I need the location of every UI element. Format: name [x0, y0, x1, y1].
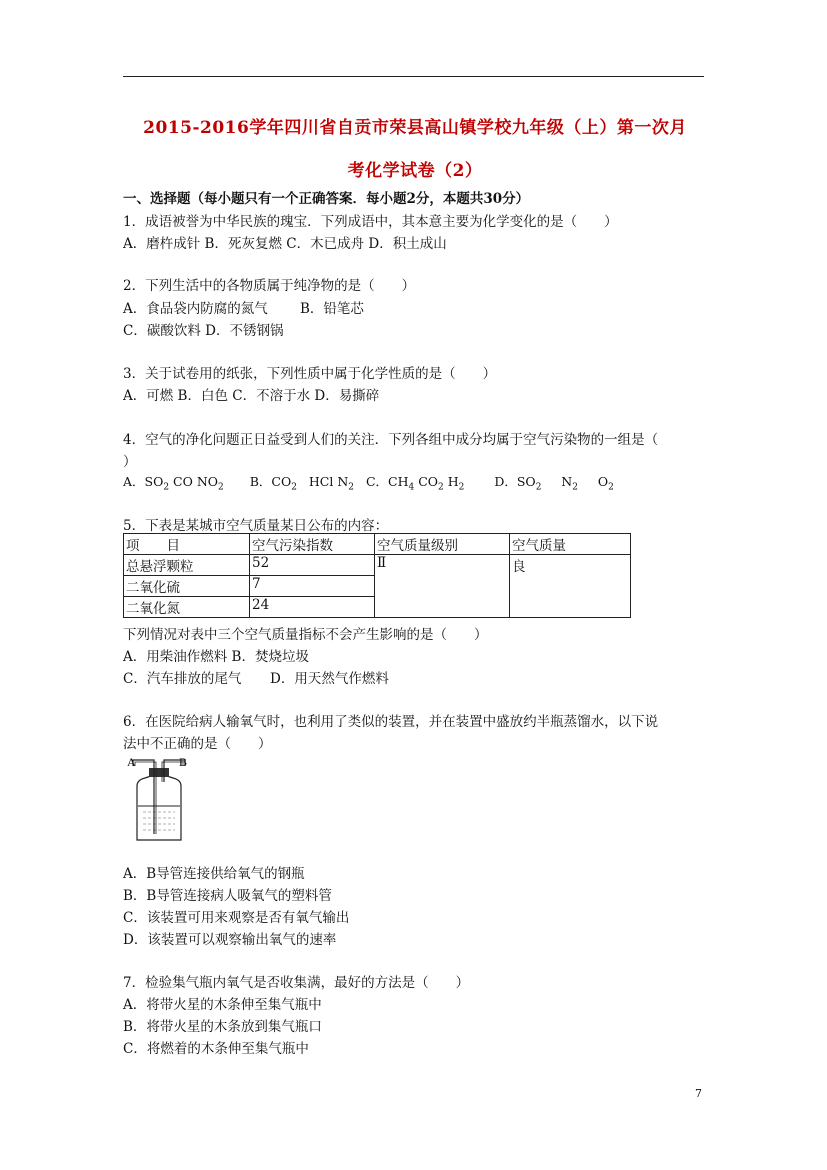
q6-option-c: C．该装置可用来观察是否有氧气输出	[123, 910, 350, 926]
q5-option-d: D．用天然气作燃料	[270, 671, 389, 687]
q2-options-cd: C．碳酸饮料 D．不锈钢锅	[123, 323, 284, 339]
air-quality-table	[123, 533, 631, 618]
q7-option-b: B．将带火星的木条放到集气瓶口	[123, 1019, 322, 1035]
row-item: 二氧化氮	[124, 597, 250, 618]
table-header-index: 空气污染指数	[250, 534, 375, 555]
table-row	[124, 555, 631, 576]
q7-option-a: A．将带火星的木条伸至集气瓶中	[123, 997, 322, 1013]
q6-option-d: D．该装置可以观察输出氧气的速率	[123, 932, 337, 948]
exam-title-line2: 考化学试卷（2）	[347, 161, 483, 181]
row-index: 24	[250, 597, 375, 618]
q3-stem: 3．关于试卷用的纸张，下列性质中属于化学性质的是（ ）	[123, 366, 497, 382]
table-header-quality: 空气质量	[510, 534, 631, 555]
q5-question: 下列情况对表中三个空气质量指标不会产生影响的是（ ）	[123, 627, 488, 643]
section-heading: 一、选择题（每小题只有一个正确答案．每小题2分，本题共30分）	[123, 191, 530, 207]
quality-level: Ⅱ	[375, 555, 510, 618]
q6-option-b: B．B导管连接病人吸氧气的塑料管	[123, 888, 332, 904]
q5-stem: 5．下表是某城市空气质量某日公布的内容：	[123, 518, 389, 534]
q4-options	[123, 472, 614, 493]
q7-option-c: C．将燃着的木条伸至集气瓶中	[123, 1041, 309, 1057]
tube-label-a: A	[127, 755, 136, 769]
row-item: 总悬浮颗粒	[124, 555, 250, 576]
q4-stem-cont: ）	[123, 454, 137, 470]
tube-label-b: B	[179, 755, 188, 769]
q4-option-d: D．$SO_2$ $N_2$ $O_2$	[494, 474, 614, 493]
q5-option-c: C．汽车排放的尾气	[123, 671, 242, 687]
q2-stem: 2．下列生活中的各物质属于纯净物的是（ ）	[123, 278, 416, 294]
q1-options: A．磨杵成针 B．死灰复燃 C．木已成舟 D．积土成山	[123, 236, 447, 252]
page-number: 7	[695, 1087, 702, 1100]
q2-option-b: B．铅笔芯	[300, 301, 364, 317]
table-header-level: 空气质量级别	[375, 534, 510, 555]
q1-stem: 1．成语被誉为中华民族的瑰宝．下列成语中，其本意主要为化学变化的是（ ）	[123, 214, 618, 230]
q6-stem-line2: 法中不正确的是（ ）	[123, 736, 272, 752]
q3-options: A．可燃 B．白色 C．不溶于水 D．易撕碎	[123, 388, 380, 404]
q5-options-ab: A．用柴油作燃料 B．焚烧垃圾	[123, 649, 309, 665]
row-index: 7	[250, 576, 375, 597]
header-rule	[123, 76, 704, 77]
q4-option-b: B．$CO_2$ HCl $N_2$	[249, 474, 354, 493]
row-item: 二氧化硫	[124, 576, 250, 597]
gas-washing-bottle-diagram	[123, 752, 198, 844]
table-header-item: 项 目	[124, 534, 250, 555]
q6-option-a: A．B导管连接供给氧气的钢瓶	[123, 866, 305, 882]
exam-title-line1: 2015-2016学年四川省自贡市荣县高山镇学校九年级（上）第一次月	[143, 118, 687, 138]
q7-stem: 7．检验集气瓶内氧气是否收集满，最好的方法是（ ）	[123, 975, 470, 991]
q4-stem: 4．空气的净化问题正日益受到人们的关注．下列各组中成分均属于空气污染物的一组是（	[123, 432, 659, 448]
q6-stem-line1: 6．在医院给病人输氧气时，也利用了类似的装置，并在装置中盛放约半瓶蒸馏水，以下说	[123, 714, 659, 730]
q2-option-a: A．食品袋内防腐的氮气	[123, 301, 268, 317]
q4-option-a: A．$SO_2$ CO $NO_2$	[123, 474, 224, 493]
quality-grade: 良	[510, 555, 631, 618]
q4-option-c: C．$CH_4$ $CO_2$ $H_2$	[365, 474, 465, 493]
row-index: 52	[250, 555, 375, 576]
